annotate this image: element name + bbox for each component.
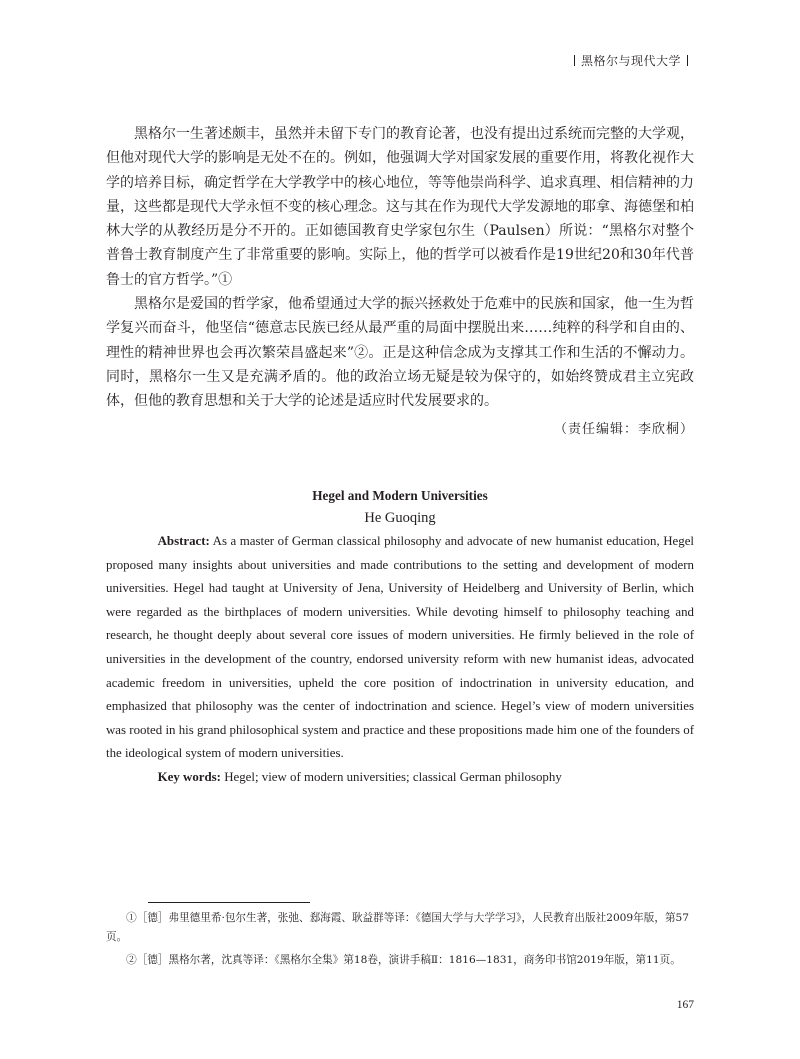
running-head-title: 黑格尔与现代大学 (580, 54, 681, 68)
running-head (568, 52, 694, 69)
chinese-body-text (106, 122, 694, 414)
keywords-text: Hegel; view of modern universities; classical German philosophy (220, 769, 562, 784)
editor-note: （责任编辑：李欣桐） (553, 422, 694, 437)
footnote-2: ②［德］黑格尔著，沈真等译：《黑格尔全集》第18卷，演讲手稿Ⅱ：1816—1831，商务印书馆2019年版，第11页。 (126, 954, 681, 966)
abstract-text: As a master of German classical philosophy and advocate of new humanist education, Hegel proposed many insights about universities and made contributions to the setting and development of modern universities. Hegel had taught at University of Jena, University of Heidelberg and University of Berlin, which were regarded as the birthplaces of modern universities. While devoting himself to philosophy teaching and research, he thought deeply about several core issues of modern universities. He firmly believed in the role of universities in the development of the country, endorsed university reform with new humanist ideas, advocated academic freedom in universities, upheld the core position of indoctrination in university education, and emphasized that philosophy was the center of indoctrination and science. Hegel’s view of modern universities was rooted in his grand philosophical system and practice and these propositions made him one of the founders of the ideological system of modern universities. (106, 534, 694, 761)
english-author: He Guoqing (364, 510, 436, 526)
body-paragraph-1: 黑格尔一生著述颇丰，虽然并未留下专门的教育论著，也没有提出过系统而完整的大学观，但他对现代大学的影响是无处不在的。例如，他强调大学对国家发展的重要作用，将教化视作大学的培养目标，确定哲学在大学教学中的核心地位，等等他崇尚科学、追求真理、相信精神的力量，这些都是现代大学永恒不变的核心理念。这与其在作为现代大学发源地的耶拿、海德堡和柏林大学的从教经历是分不开的。正如德国教育史学家包尔生（Paulsen）所说：“黑格尔对整个普鲁士教育制度产生了非常重要的影响。实际上，他的哲学可以被看作是19世纪20和30年代普鲁士的官方哲学。”① (106, 126, 694, 288)
keywords-label: Key words: (157, 769, 221, 784)
footnote-1: ①［德］弗里德里希·包尔生著，张弛、郄海霞、耿益群等译：《德国大学与大学学习》，人民教育出版社2009年版，第57页。 (106, 912, 690, 943)
body-paragraph-2: 黑格尔是爱国的哲学家，他希望通过大学的振兴拯救处于危难中的民族和国家，他一生为哲学复兴而奋斗，他坚信“德意志民族已经从最严重的局面中摆脱出来……纯粹的科学和自由的、理性的精神世界也会再次繁荣昌盛起来”②。正是这种信念成为支撑其工作和生活的不懈动力。同时，黑格尔一生又是充满矛盾的。他的政治立场无疑是较为保守的，如始终赞成君主立宪政体，但他的教育思想和关于大学的论述是适应时代发展要求的。 (106, 296, 694, 410)
running-head-left-bar (574, 55, 575, 66)
keywords-paragraph (106, 766, 694, 790)
english-title: Hegel and Modern Universities (312, 488, 488, 503)
page-number: 167 (676, 999, 694, 1011)
abstract-paragraph (106, 530, 694, 766)
abstract-label: Abstract: (157, 534, 210, 548)
english-abstract-section (106, 486, 694, 790)
footnote-divider (148, 902, 310, 903)
running-head-right-bar (687, 55, 688, 66)
footnotes (106, 909, 696, 974)
